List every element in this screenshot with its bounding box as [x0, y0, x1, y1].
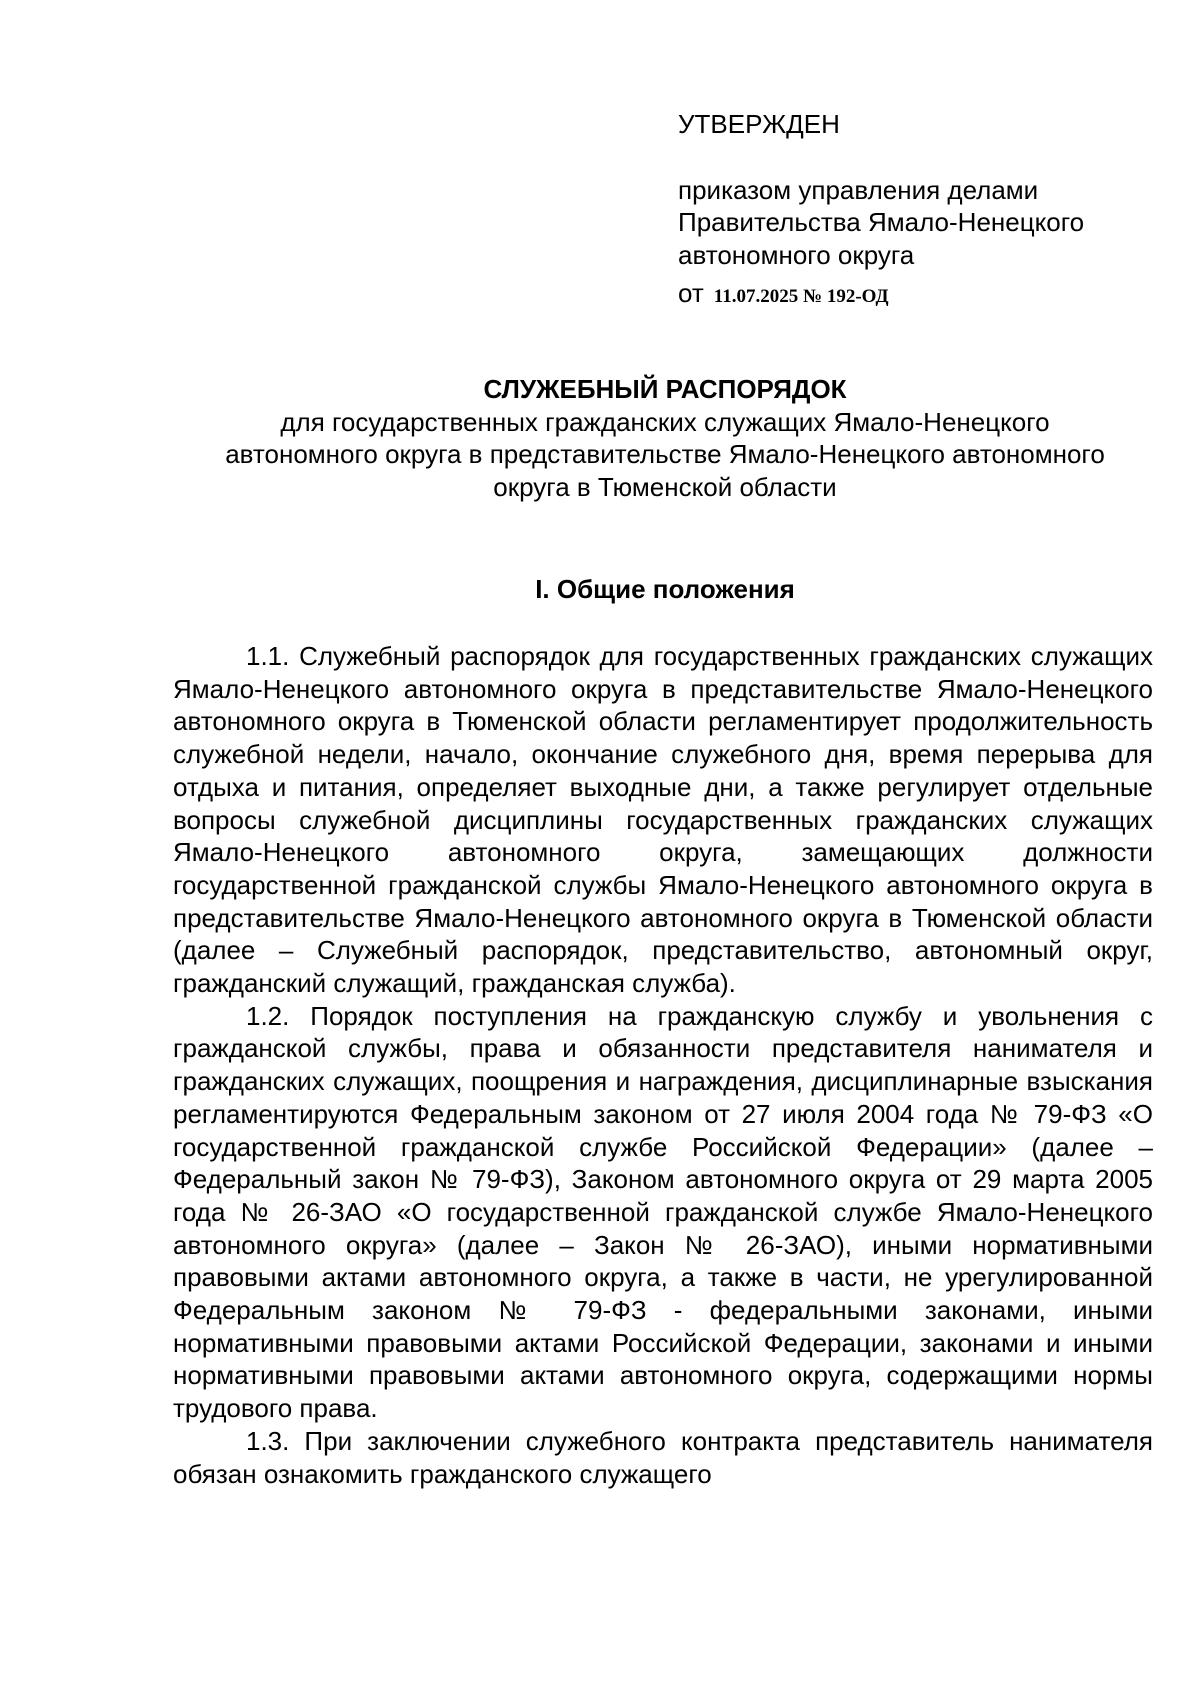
approval-date-number: 11.07.2025 № 192-ОД [713, 286, 889, 307]
approval-date-line [678, 277, 1158, 314]
paragraph-1-1: 1.1. Служебный распорядок для государственных гражданских служащих Ямало-Ненецкого автономного округа в представительстве Ямало-Ненецкого автономного округа в Тюменской области регламентирует продолжительность служебной недели, начало, окончание служебного дня, время перерыва для отдыха и питания, определяет выходные дни, а также регулирует отдельные вопросы служебной дисциплины государственных гражданских служащих Ямало-Ненецкого автономного округа, замещающих должности государственной гражданской службы Ямало-Ненецкого автономного округа в представительстве Ямало-Ненецкого автономного округа в Тюменской области (далее – Служебный распорядок, представительство, автономный округ, гражданский служащий, гражданская служба). [173, 641, 1153, 999]
approval-block [678, 108, 1158, 314]
document-subtitle-line: округа в Тюменской области [493, 471, 837, 502]
approval-stamp: УТВЕРЖДЕН [678, 109, 840, 139]
document-title-main: СЛУЖЕБНЫЙ РАСПОРЯДОК [483, 374, 847, 404]
approval-order-line: приказом управления делами [678, 174, 1039, 205]
approval-order-line: Правительства Ямало-Ненецкого [678, 207, 1085, 237]
paragraph-1-2: 1.2. Порядок поступления на гражданскую службу и увольнения с гражданской службы, права и обязанности представителя нанимателя и гражданских служащих, поощрения и награждения, дисциплинарные взыскания регламентируются Федеральным законом от 27 июля 2004 года № 79-ФЗ «О государственной гражданской службе Российской Федерации» (далее – Федеральный закон № 79-ФЗ), Законом автономного округа от 29 марта 2005 года № 26-ЗАО «О государственной гражданской службе Ямало-Ненецкого автономного округа» (далее – Закон № 26-ЗАО), иными нормативными правовыми актами автономного округа, а также в части, не урегулированной Федеральным законом № 79-ФЗ - федеральными законами, иными нормативными правовыми актами Российской Федерации, законами и иными нормативными правовыми актами автономного округа, содержащими нормы трудового права. [173, 1000, 1153, 1424]
document-title [150, 373, 1180, 503]
section-heading: I. Общие положения [535, 574, 795, 604]
paragraph-1-3: 1.3. При заключении служебного контракта представитель нанимателя обязан ознакомить гражданского служащего [173, 1425, 1153, 1489]
document-subtitle-line: для государственных гражданских служащих Ямало-Ненецкого [280, 406, 1050, 437]
document-subtitle-line: автономного округа в представительстве Ямало-Ненецкого автономного [225, 439, 1105, 469]
section-body [173, 640, 1153, 1490]
approval-date-prefix: от [678, 278, 704, 308]
approval-order-line: автономного округа [678, 239, 915, 270]
approval-order-text [678, 174, 1158, 272]
